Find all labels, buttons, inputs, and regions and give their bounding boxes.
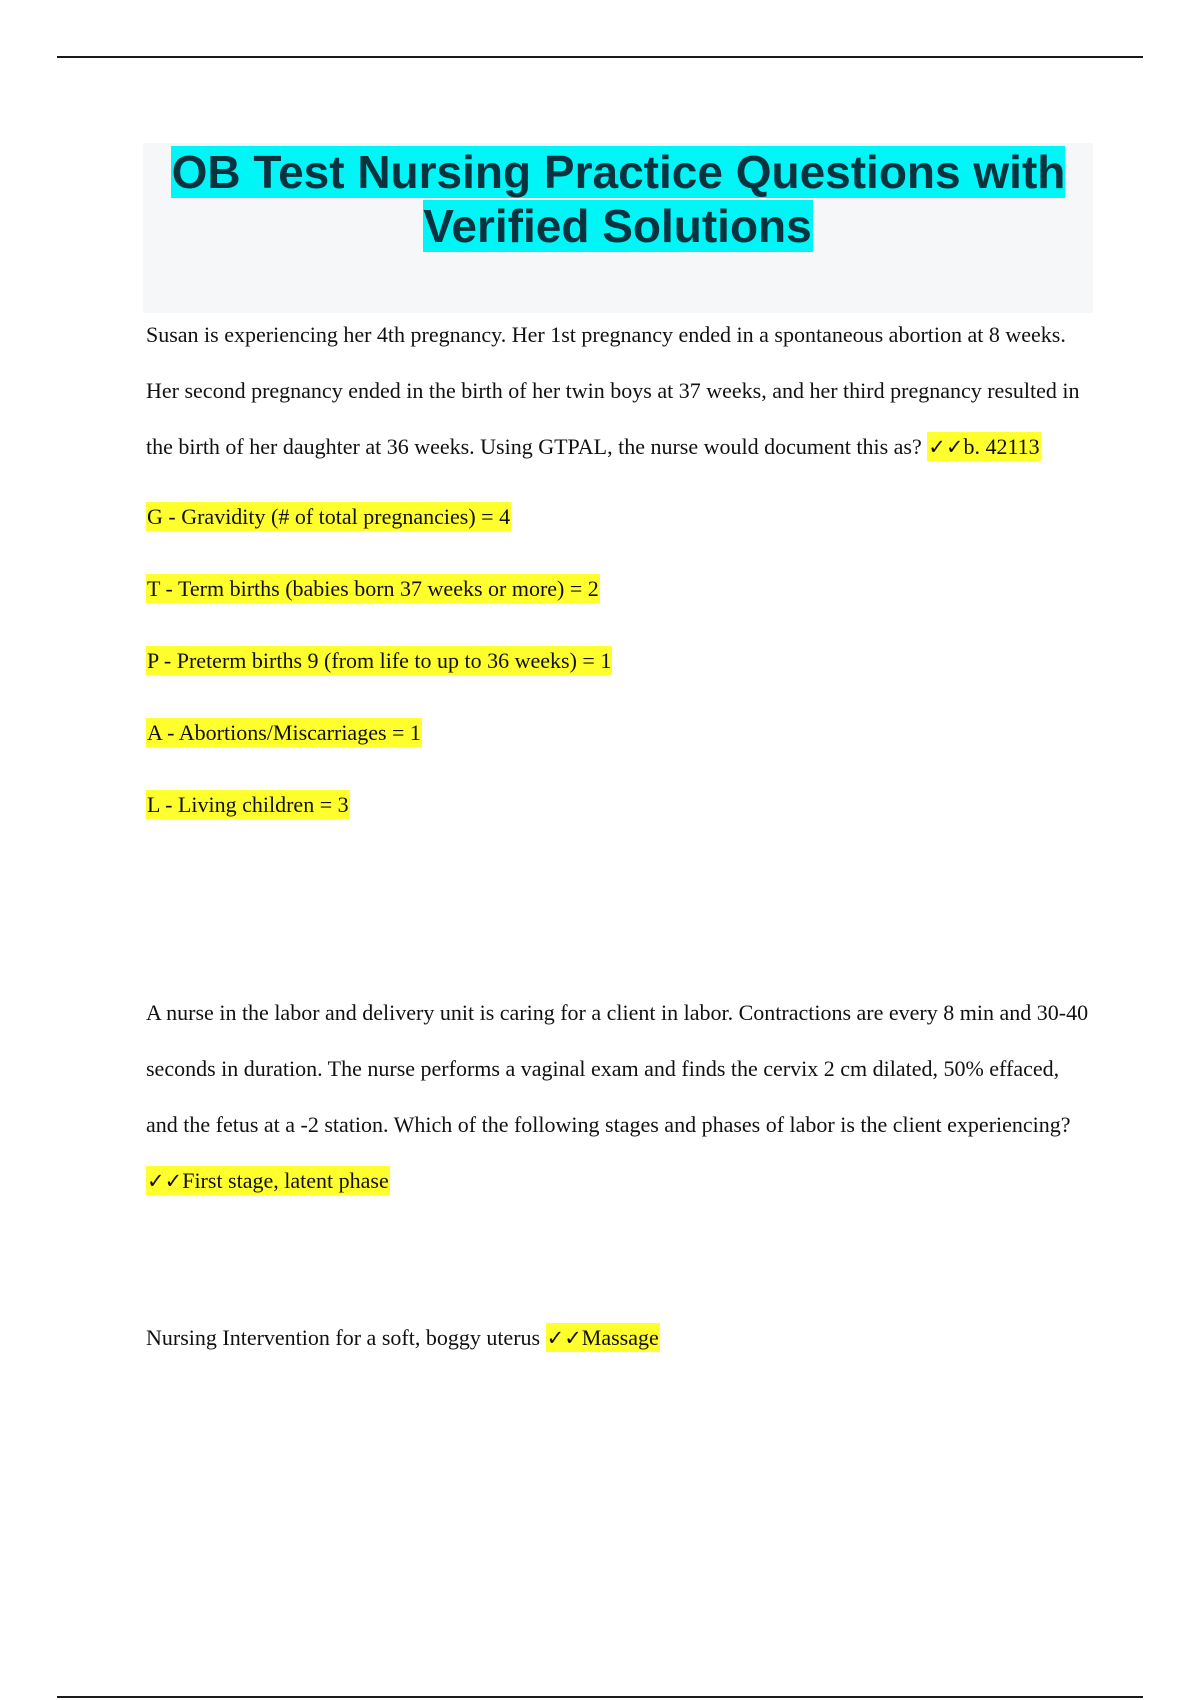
gtpal-explanation — [146, 489, 1096, 849]
question-1-answer — [927, 432, 1040, 461]
gtpal-line-g-text: G - Gravidity (# of total pregnancies) = 4 — [147, 504, 511, 529]
question-1 — [146, 307, 1096, 849]
question-3 — [146, 1310, 1096, 1366]
gtpal-line-a-text: A - Abortions/Miscarriages = 1 — [147, 720, 421, 745]
question-1-body — [146, 307, 1096, 475]
double-check-icon: ✓✓ — [147, 1169, 183, 1193]
gtpal-line-p-text: P - Preterm births 9 (from life to up to 36 weeks) = 1 — [147, 648, 612, 673]
question-2-answer — [146, 1166, 390, 1195]
question-2-text: A nurse in the labor and delivery unit is caring for a client in labor. Contractions are every 8 min and 30-40 seconds in duration. The nurse performs a vaginal exam and finds the cervix 2 cm dilated, 50% effaced, and the fetus at a -2 station. Which of the following stages and phases of labor is the client experiencing? — [146, 1000, 1089, 1137]
gtpal-line-t-text: T - Term births (babies born 37 weeks or more) = 2 — [147, 576, 599, 601]
gtpal-line-g — [146, 489, 1096, 561]
question-3-answer — [546, 1323, 660, 1352]
double-check-icon: ✓✓ — [928, 435, 964, 459]
question-2-answer-text: First stage, latent phase — [182, 1168, 389, 1193]
gtpal-line-l-text: L - Living children = 3 — [147, 792, 349, 817]
gtpal-line-t — [146, 561, 1096, 633]
double-check-icon: ✓✓ — [546, 1326, 582, 1350]
footer-rule — [57, 1696, 1143, 1698]
gtpal-line-p — [146, 633, 1096, 705]
question-2-body — [146, 985, 1096, 1209]
gtpal-line-l — [146, 777, 1096, 849]
question-1-text: Susan is experiencing her 4th pregnancy. Her 1st pregnancy ended in a spontaneous abortion at 8 weeks. Her second pregnancy ended in the birth of her twin boys at 37 weeks, and her third pregnancy resulted in the birth of her daughter at 36 weeks. Using GTPAL, the nurse would document this as? — [146, 322, 1080, 459]
title-highlight: OB Test Nursing Practice Questions with Verified Solutions — [171, 146, 1066, 252]
gtpal-line-a — [146, 705, 1096, 777]
document-title — [143, 145, 1093, 253]
question-1-answer-text: b. 42113 — [963, 434, 1040, 459]
question-3-body — [146, 1310, 1096, 1366]
question-3-text: Nursing Intervention for a soft, boggy uterus — [146, 1325, 541, 1350]
header-rule — [57, 56, 1143, 58]
question-2 — [146, 985, 1096, 1209]
question-3-answer-text: Massage — [581, 1325, 659, 1350]
